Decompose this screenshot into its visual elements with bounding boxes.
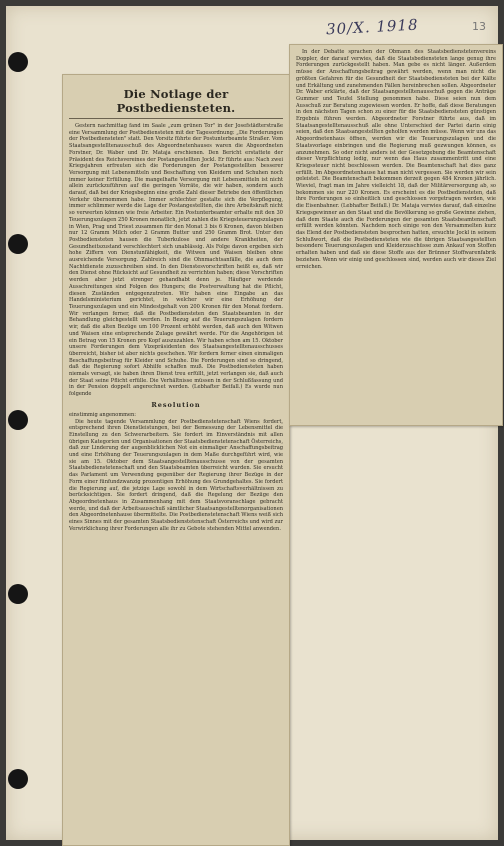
newspaper-clipping-continuation [289,44,503,426]
newspaper-clipping-main [62,74,290,846]
article-body: Gestern nachmittag fand im Saale „zum grünen Tor" in der Josefstädterstraße eine Versammlung der Postbediensteten mit der Tagesordnung: „Die Forderungen der Postbediensteten" statt. Den Vorsitz führte der Postunterbeamte Straßer. Vom Staatsangestelltenausschuß des Abgeordnetenhauses waren die Abgeordneten Forstner, Dr. Waber und Dr. Mataja erschienen. Den Bericht erstattete der Präsident des Reichsvereines der Postangestellten Jockl. Er führte aus: Nach zwei Kriegsjahren erfreuten sich die Forderungen der Postangestellten besserer Versorgung mit Lebensmitteln und Beschaffung von Kleidern und Schuhen noch immer keiner Erfüllung. Die mangelhafte Versorgung mit Lebensmitteln ist nicht allein zurückzuführen auf die geringen Vorräte, die wir haben, sondern auch darauf, daß bei der Kriegsbeginn eine große Zahl dieser Betriebe den öffentlichen Verkehr übernommen habe. Immer schlechter gestalte sich die Verpflegung, immer schlimmer werde die Lage der Postangestellten, die ihre Arbeitskraft nicht so verwerten können wie freie Arbeiter. Ein Postunterbeamter erhalte mit den 30 Teuerungszulagen 250 Kronen monatlich, jetzt zahlen die Kriegsteuerungszulagen in Wien, Prag und Triest zusammen für den Monat 3 bis 6 Kronen, davon bleiben nur 12 Gramm Milch oder 2 Gramm Butter und 250 Gramm Brot. Unter den Postbediensteten hausen die Tuberkulose und andere Krankheiten, der Gesundheitszustand verschlechtert sich unablässig. Als Folge davon ergeben sich hohe Ziffern von Dienstunfähigkeit, die Witwen und Waisen bleiben ohne ausreichende Versorgung. Zahlreich sind die Ohnmachtsanfälle, die auch dem Nachtdienste zuzuschreiben sind. In den Dienstesvorschriften heißt es, daß wir den Dienst ohne Rücksicht auf Gesundheit zu verrichten haben; diese Vorschriften werden aber jetzt strenger gehandhabt denn je. Häufiger werdende Ausschreitungen sind Folgen des Hungers; die Postverwaltung hat die Pflicht, diesen Zuständen entgegenzutreten. Wir haben eine Eingabe an das Handelsministerium gerichtet, in welcher wir eine Erhöhung der Teuerungszulagen und ein Mindestgehalt von 200 Kronen für den Monat fordern. Wir verlangen ferner, daß die Postbediensteten den Staatsbeamten in der Behandlung gleichgestellt werden. In Bezug auf die Teuerungszulagen fordern wir, daß die alten Bezüge um 100 Prozent erhöht werden, daß auch den Witwen und Waisen eine entsprechende Zulage gewährt werde. Für die Angehörigen ist ein Betrag von 15 Kronen pro Kopf auszuzahlen. Wir haben schon am 15. Oktober unsere Forderungen dem Vizepräsidenten des Staatsangestelltenausschusses überreicht, bisher ist aber nichts geschehen. Wir fordern ferner einen einmaligen Beschaffungsbeitrag für Kleider und Schuhe. Die Forderungen sind so dringend, daß die Regierung sofort Abhilfe schaffen muß. Die Postbediensteten haben niemals versagt, sie haben ihren Dienst treu erfüllt, jetzt verlangen sie, daß auch der Staat seine Pflicht erfülle. Die Verhältnisse müssen in der Schlußfassung und in der Pension doppelt angerechnet werden. (Lebhafter Beifall.) Es wurde nun folgende [69,123,283,398]
article-headline: Die Notlage der Postbediensteten. [69,87,283,119]
archive-sheet [6,6,498,840]
punch-hole [8,410,28,430]
article-continuation: In der Debatte sprachen der Obmann des Staatsbedienstetenvereins Doppler, der darauf verwies, daß die Staatsbediensteten lange genug ihre Forderungen zurückgestellt haben. Man gebe es nicht länger. Außerdem müsse der Anschaffungsbeitrag gewährt werden, wenn man nicht die größten Gefahren für die Gesundheit der Staatsbediensteten bei der Kälte und Erkältung und zunehmenden Fällen hereinbrechen sollen. Abgeordneter Dr. Waber erklärte, daß der Staatsangestelltenausschuß gegen die Anträge Gummer und Teufel Stellung genommen habe. Diese seien nun dem Ausschuß zur Beratung zugewiesen worden. Er hoffe, daß diese Beratungen in den nächsten Tagen schon zu einer für die Staatsbediensteten günstigen Ergebnis führen werden. Abgeordneter Forstner führte aus, daß im Staatsangestelltenausschuß alle ohne Unterschied der Partei darin einig seien, daß den Staatsangestellten geholfen werden müsse. Wenn wir uns das Abgeordnetenhaus öffnen, werden wir die Teuerungszulagen und die Staatsvorlage einbringen und die Regierung muß gezwungen können, es anzunehmen. So oder nicht anders ist der Gesetzgebung die Beamtenschaft dieser Verpflichtung ledig, nur wenn das Haus zusammentritt und eine Kriegssteuer nicht beschlossen werden. Die Beamtenschaft hat dies ganz erfüllt. Im Abgeordnetenhause hat man nicht vergessen. Sie werden wir sein geleistet. Die Beamtenschaft bekommen derzeit gegen 484 Kronen jährlich. Wieviel, fragt man im Jahre vielleicht 18, daß der Militärversorgung ab, so bekommen sie nur 220 Kronen. Es erscheint es die Postbediensteten, daß ihre Forderungen so einheitlich und geschlossen vorgetragen werden, wie die Eisenbahner. (Lebhafter Beifall.) Dr. Mataja verwies darauf, daß einzelne Kriegsgewinner an den Staat und die Bevölkerung so große Gewinne ziehen, daß dem Staate auch die Forderungen der gesamten Staatsbeamtenschaft erfüllt werden könnten. Nachdem noch einige von den Versammelten kurz das Elend der Postbediensteten besprochen hatten, ersuchte Jockl in seinem Schlußwort, daß die Postbediensteten wie die übrigen Staatsangestellten besondere Teuerungszulagen und Kleiderzuschüsse zum Ankauf von Stoffen erhalten haben und daß sie diese Stoffe aus der Brünner Stoffwarenfabrik beziehen. Wenn wir einig und geschlossen sind, werden auch wir dieses Ziel erreichen. [296,49,496,270]
resolution-title: Resolution [151,400,201,409]
page-number: 13 [472,20,486,33]
punch-hole [8,584,28,604]
handwritten-date: 30/X. 1918 [325,15,419,39]
resolution-body: Die heute tagende Versammlung der Postbedienstetenschaft Wiens fordert, entsprechend ihren Dienstleistungen, bei der Bemessung der Lebensmittel die Einstellung zu den Schwerarbeitern. Sie fordert im Einverständnis mit allen übrigen Kategorien und Organisationen der Staatsbedienstetenschaft Österreichs, daß zur Linderung der augenblicklichen Not ein einmaliger Anschaffungsbeitrag und eine Erhöhung der Teuerungszulagen in dem Maße durchgeführt wird, wie sie am 15. Oktober dem Staatsangestelltenausschusse von der gesamten Staatsbedienstetenschaft und den Staatsbeamten überreicht wurden. Sie ersucht das Parlament um Verwendung gegenüber der Regierung ihrer Bezüge in der Form einer fünfundzwanzig prozentigen Erhöhung des Grundgehaltes. Sie fordert die Regierung auf, die jetzige Lage sowohl in dem Wirtschaftsverhältnissen zu berücksichtigen. Sie fordert dringend, daß die Regelung der Bezüge den Abgeordnetenhaus in Zusammenhang mit dem Staatsvoranschlage gebracht werde, und daß der Arbeitsausschuß sämtlicher Staatsangestelltenorganisationen den Abgeordnetenhause übermittelte. Die Postbedienstetenschaft Wiens weiß sich eines Sinnes mit der gesamten Staatsbedienstetenschaft Österreichs und wird zur Verwirklichung ihrer Forderungen alle ihr zu Gebote stehenden Mittel anwenden. [69,418,283,532]
punch-hole [8,769,28,789]
punch-hole [8,234,28,254]
punch-hole [8,52,28,72]
resolution-intro: einstimmig angenommen: [69,411,136,418]
